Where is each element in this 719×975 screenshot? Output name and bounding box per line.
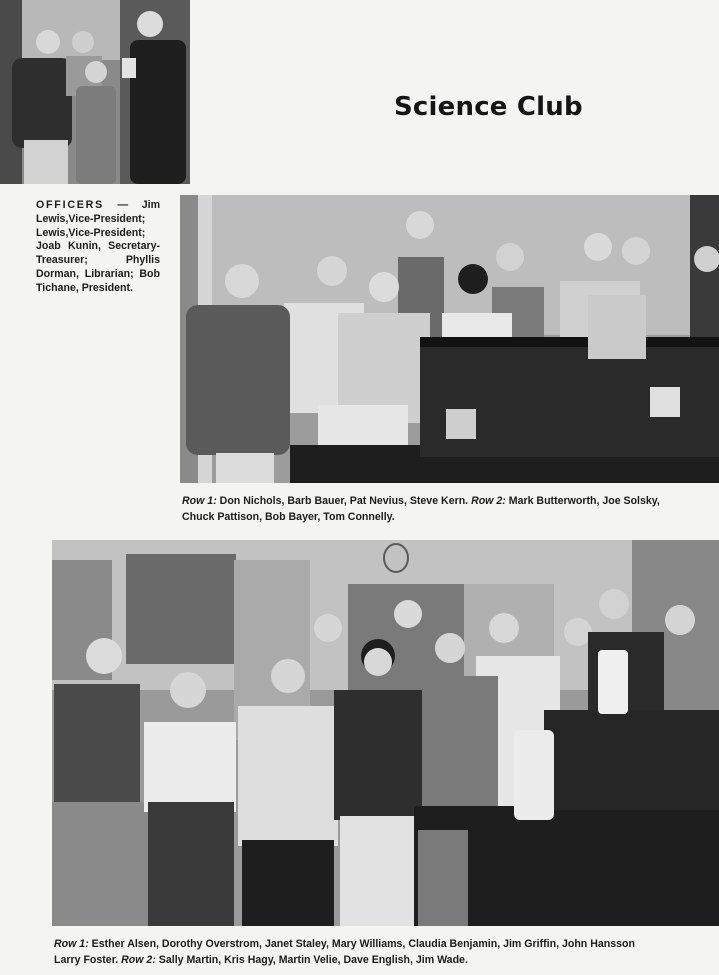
group-photo-1-caption (182, 494, 719, 525)
caption-row-tag: Row 1: (182, 495, 217, 507)
group-photo-2-image (52, 540, 719, 926)
caption-names: Mark Butterworth, Joe Solsky, (505, 495, 660, 507)
caption-names: Don Nichols, Barb Bauer, Pat Nevius, Steve Kern. (216, 495, 472, 507)
group-photo-1-image (180, 195, 719, 483)
caption-names: Chuck Pattison, Bob Bayer, Tom Connelly. (182, 510, 395, 523)
group-photo-2 (52, 540, 719, 926)
caption-names: Sally Martin, Kris Hagy, Martin Velie, Dave English, Jim Wade. (155, 953, 468, 966)
caption-row-tag: Row 2: (121, 953, 156, 966)
caption-names: Esther Alsen, Dorothy Overstrom, Janet Staley, Mary Williams, Claudia Benjamin, Jim Griffin, John Hansson (88, 938, 635, 950)
officers-caption-lead: OFFICERS (36, 199, 104, 211)
group-photo-2-caption (54, 937, 719, 968)
page-title: Science Club (394, 92, 583, 122)
officers-photo-image (0, 0, 190, 184)
caption-row-tag: Row 2: (471, 495, 506, 507)
officers-caption-text: — Jim Lewis,Vice-President; Lewis,Vice-President; Joab Kunin, Secretary-Treasurer; Phyllis Dorman, Librarian; Bob Tichane, President. (36, 199, 160, 294)
officers-caption (36, 199, 160, 296)
caption-names: Larry Foster. (54, 953, 122, 966)
group-photo-1 (180, 195, 719, 483)
caption-row-tag: Row 1: (54, 938, 89, 950)
officers-photo (0, 0, 190, 184)
